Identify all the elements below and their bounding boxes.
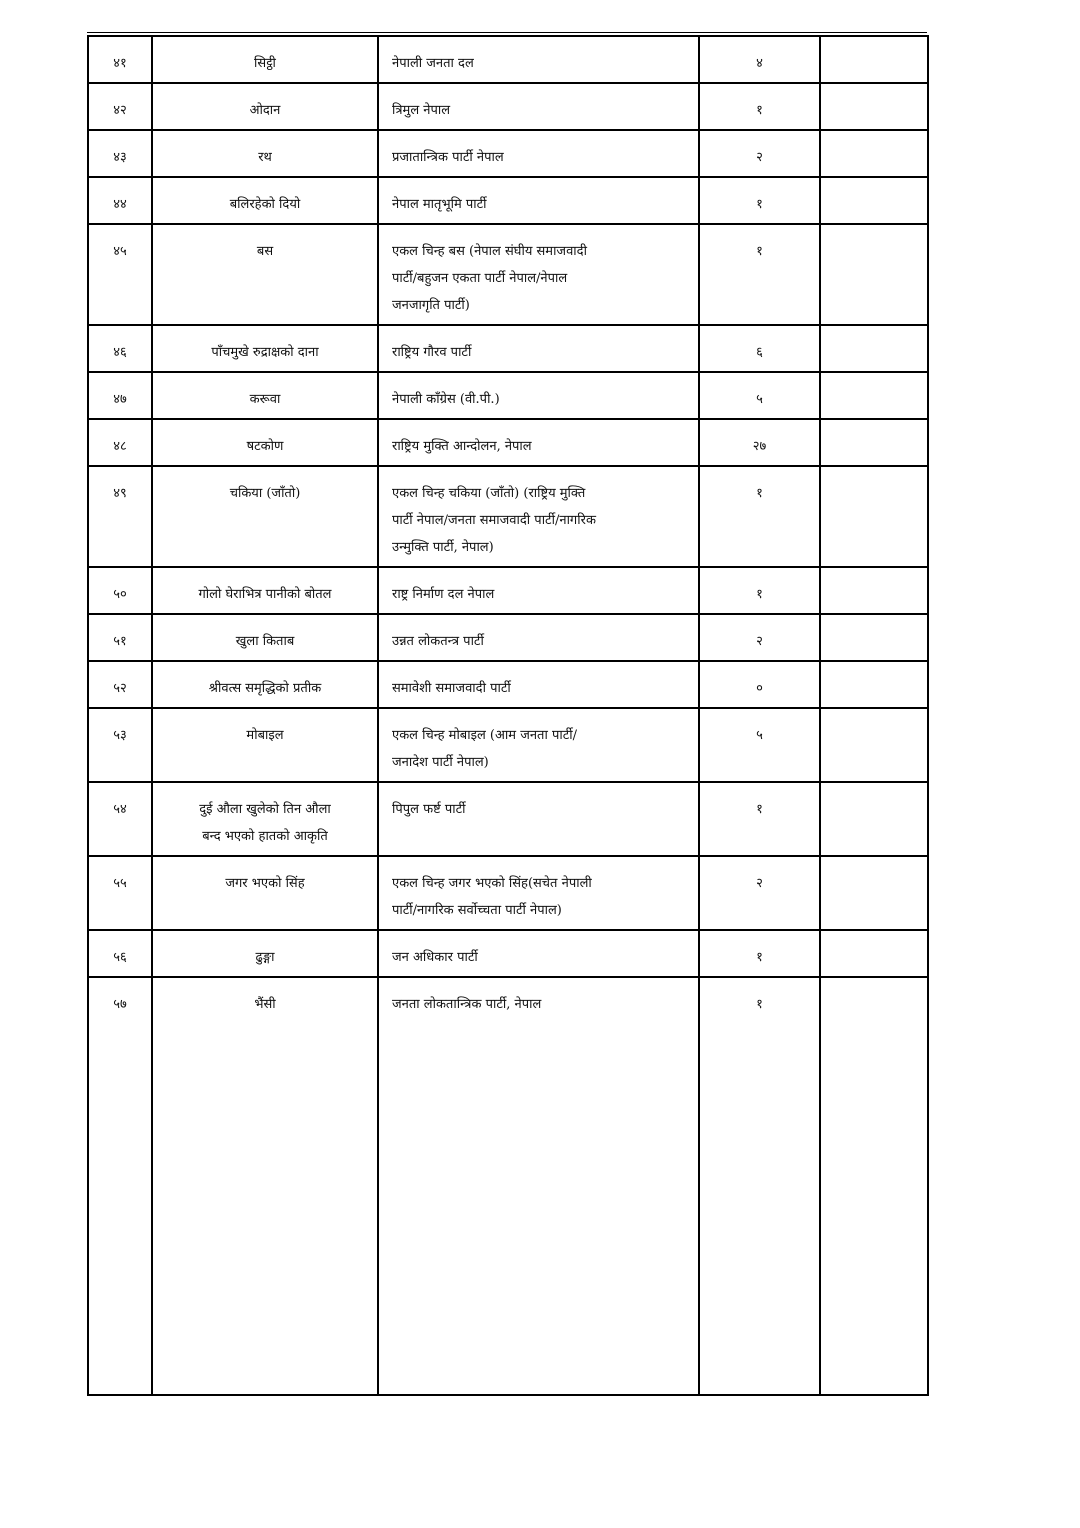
serial-number-cell: ४९ <box>88 466 152 567</box>
symbol-cell: श्रीवत्स समृद्धिको प्रतीक <box>152 661 378 708</box>
party-cell: एकल चिन्ह बस (नेपाल संघीय समाजवादी पार्टी/बहुजन एकता पार्टी नेपाल/नेपाल जनजागृति पार्टी) <box>378 224 699 325</box>
serial-number-cell: ५२ <box>88 661 152 708</box>
count-cell: १ <box>699 224 820 325</box>
remarks-cell <box>820 224 928 325</box>
remarks-cell <box>820 614 928 661</box>
table-row <box>88 325 928 372</box>
remarks-cell <box>820 661 928 708</box>
count-cell: ४ <box>699 36 820 83</box>
count-cell: १ <box>699 930 820 977</box>
party-cell: एकल चिन्ह जगर भएको सिंह(सचेत नेपाली पार्टी/नागरिक सर्वोच्चता पार्टी नेपाल) <box>378 856 699 930</box>
table-row <box>88 177 928 224</box>
table-row <box>88 977 928 1395</box>
symbol-cell: रथ <box>152 130 378 177</box>
symbol-cell: पाँचमुखे रुद्राक्षको दाना <box>152 325 378 372</box>
remarks-cell <box>820 977 928 1395</box>
remarks-cell <box>820 372 928 419</box>
count-cell: १ <box>699 782 820 856</box>
party-cell: जन अधिकार पार्टी <box>378 930 699 977</box>
serial-number-cell: ४७ <box>88 372 152 419</box>
party-symbol-table <box>87 35 929 1396</box>
top-rule <box>87 32 927 33</box>
symbol-cell: ढुङ्गा <box>152 930 378 977</box>
party-cell: नेपाली काँग्रेस (वी.पी.) <box>378 372 699 419</box>
symbol-cell: जगर भएको सिंह <box>152 856 378 930</box>
table-row <box>88 930 928 977</box>
party-cell: उन्नत लोकतन्त्र पार्टी <box>378 614 699 661</box>
remarks-cell <box>820 36 928 83</box>
remarks-cell <box>820 325 928 372</box>
serial-number-cell: ४३ <box>88 130 152 177</box>
remarks-cell <box>820 130 928 177</box>
party-cell: राष्ट्र निर्माण दल नेपाल <box>378 567 699 614</box>
serial-number-cell: ५७ <box>88 977 152 1395</box>
table-row <box>88 83 928 130</box>
table-row <box>88 614 928 661</box>
count-cell: १ <box>699 83 820 130</box>
table-row <box>88 856 928 930</box>
party-cell: समावेशी समाजवादी पार्टी <box>378 661 699 708</box>
serial-number-cell: ४१ <box>88 36 152 83</box>
party-cell: त्रिमुल नेपाल <box>378 83 699 130</box>
table-row <box>88 36 928 83</box>
symbol-cell: षटकोण <box>152 419 378 466</box>
table-row <box>88 372 928 419</box>
symbol-cell: खुला किताब <box>152 614 378 661</box>
serial-number-cell: ४४ <box>88 177 152 224</box>
count-cell: १ <box>699 177 820 224</box>
count-cell: २ <box>699 614 820 661</box>
serial-number-cell: ४८ <box>88 419 152 466</box>
remarks-cell <box>820 177 928 224</box>
symbol-cell: भैंसी <box>152 977 378 1395</box>
party-cell: राष्ट्रिय गौरव पार्टी <box>378 325 699 372</box>
symbol-cell: दुई औला खुलेको तिन औला बन्द भएको हातको आकृति <box>152 782 378 856</box>
symbol-cell: गोलो घेराभित्र पानीको बोतल <box>152 567 378 614</box>
remarks-cell <box>820 83 928 130</box>
count-cell: ६ <box>699 325 820 372</box>
table-row <box>88 708 928 782</box>
table-row <box>88 567 928 614</box>
count-cell: ० <box>699 661 820 708</box>
remarks-cell <box>820 466 928 567</box>
symbol-cell: बलिरहेको दियो <box>152 177 378 224</box>
symbol-cell: सिट्ठी <box>152 36 378 83</box>
symbol-cell: चकिया (जाँतो) <box>152 466 378 567</box>
serial-number-cell: ५६ <box>88 930 152 977</box>
remarks-cell <box>820 930 928 977</box>
party-cell: प्रजातान्त्रिक पार्टी नेपाल <box>378 130 699 177</box>
count-cell: १ <box>699 466 820 567</box>
serial-number-cell: ४५ <box>88 224 152 325</box>
party-cell: एकल चिन्ह चकिया (जाँतो) (राष्ट्रिय मुक्ति पार्टी नेपाल/जनता समाजवादी पार्टी/नागरिक उन्मुक्ति पार्टी, नेपाल) <box>378 466 699 567</box>
count-cell: २७ <box>699 419 820 466</box>
table-row <box>88 224 928 325</box>
symbol-cell: करूवा <box>152 372 378 419</box>
serial-number-cell: ५१ <box>88 614 152 661</box>
party-cell: नेपाल मातृभूमि पार्टी <box>378 177 699 224</box>
party-cell: नेपाली जनता दल <box>378 36 699 83</box>
serial-number-cell: ५५ <box>88 856 152 930</box>
table-row <box>88 782 928 856</box>
symbol-cell: ओदान <box>152 83 378 130</box>
count-cell: २ <box>699 130 820 177</box>
table-row <box>88 661 928 708</box>
party-cell: राष्ट्रिय मुक्ति आन्दोलन, नेपाल <box>378 419 699 466</box>
serial-number-cell: ५० <box>88 567 152 614</box>
serial-number-cell: ४२ <box>88 83 152 130</box>
table-row <box>88 419 928 466</box>
count-cell: २ <box>699 856 820 930</box>
remarks-cell <box>820 567 928 614</box>
count-cell: ५ <box>699 708 820 782</box>
serial-number-cell: ४६ <box>88 325 152 372</box>
party-cell: जनता लोकतान्त्रिक पार्टी, नेपाल <box>378 977 699 1395</box>
party-cell: एकल चिन्ह मोबाइल (आम जनता पार्टी/जनादेश पार्टी नेपाल) <box>378 708 699 782</box>
remarks-cell <box>820 856 928 930</box>
remarks-cell <box>820 708 928 782</box>
symbol-cell: मोबाइल <box>152 708 378 782</box>
remarks-cell <box>820 419 928 466</box>
serial-number-cell: ५३ <box>88 708 152 782</box>
count-cell: १ <box>699 567 820 614</box>
table-row <box>88 466 928 567</box>
count-cell: १ <box>699 977 820 1395</box>
symbol-cell: बस <box>152 224 378 325</box>
remarks-cell <box>820 782 928 856</box>
party-cell: पिपुल फर्ष्ट पार्टी <box>378 782 699 856</box>
serial-number-cell: ५४ <box>88 782 152 856</box>
table-row <box>88 130 928 177</box>
table-body <box>88 36 928 1395</box>
count-cell: ५ <box>699 372 820 419</box>
